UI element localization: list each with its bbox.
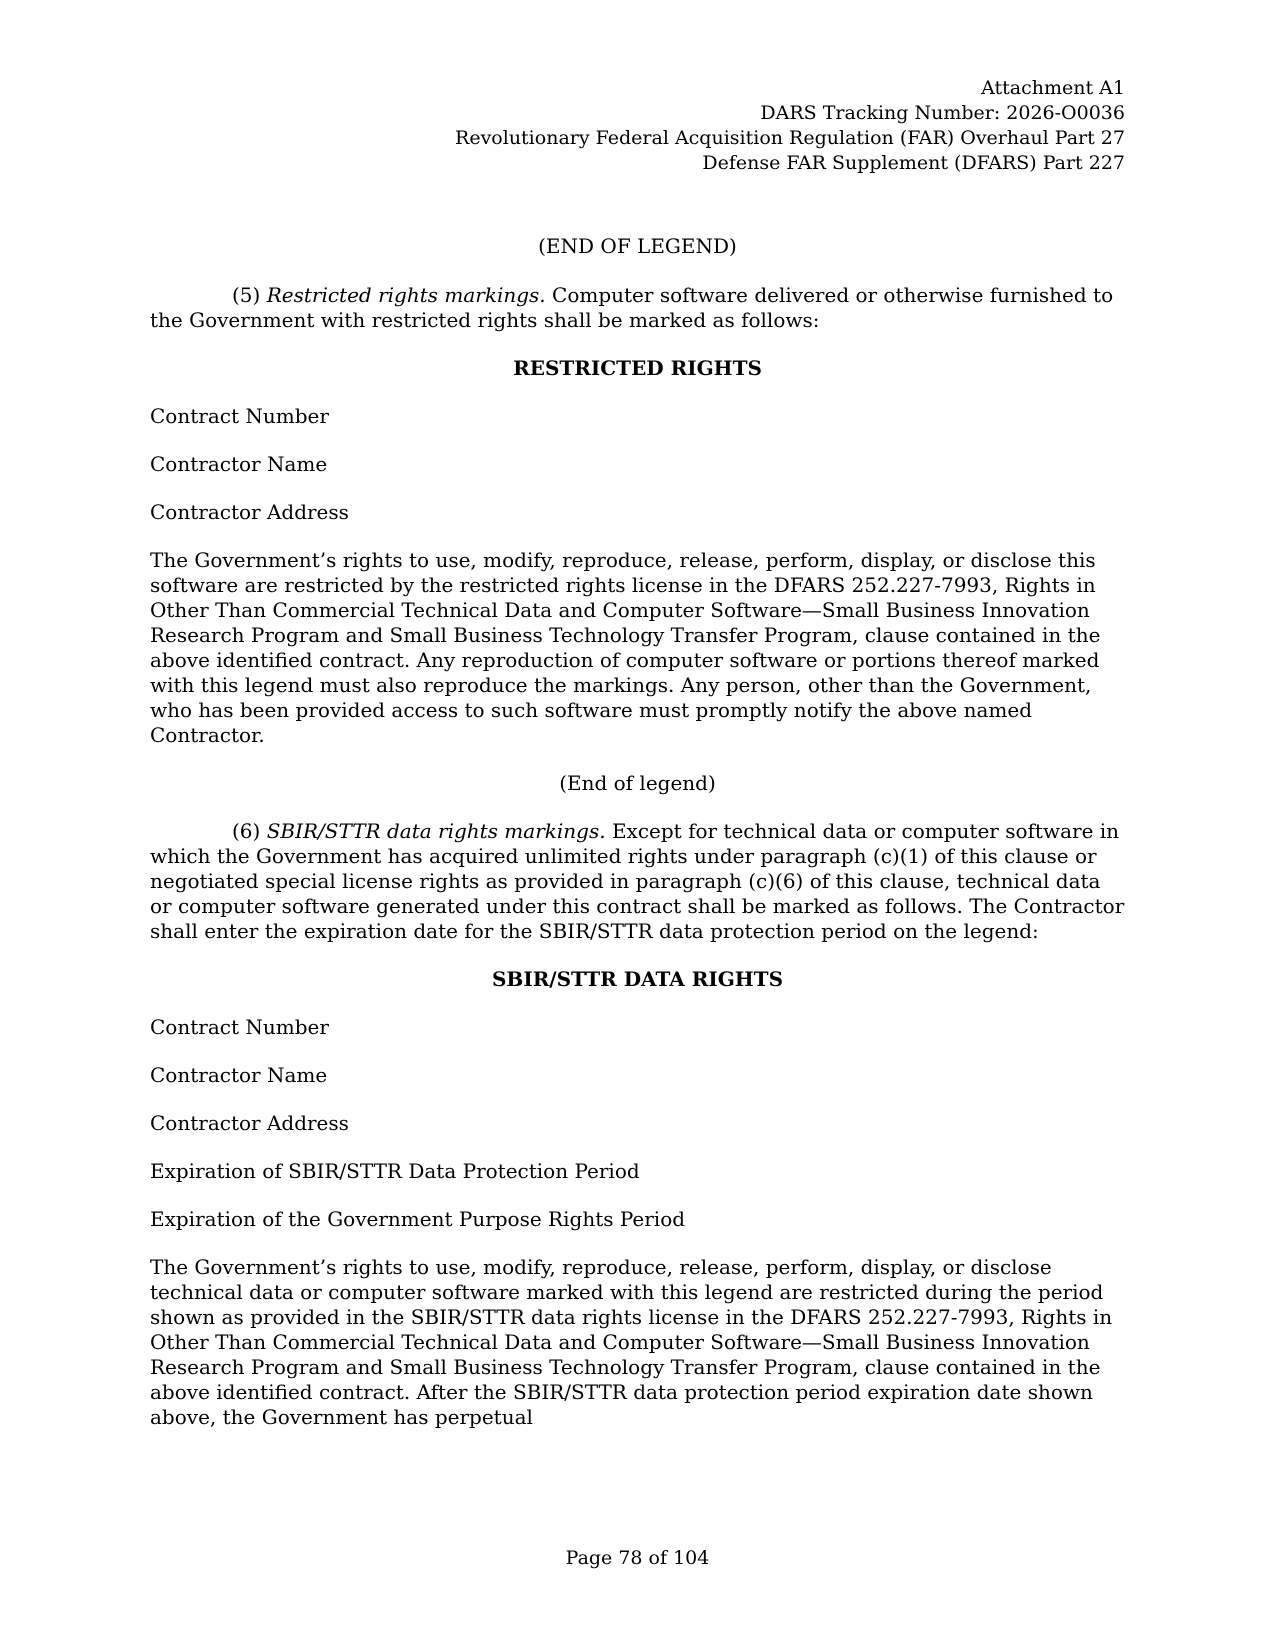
page-header (225, 76, 1125, 176)
restricted-field-contractor-address: Contractor Address (150, 500, 349, 524)
sbir-field-contractor-name: Contractor Name (150, 1063, 328, 1087)
section-6-title: SBIR/STTR data rights markings. (266, 819, 606, 843)
section-6-number: (6) (232, 819, 261, 843)
sbir-field-contract-number: Contract Number (150, 1015, 329, 1039)
restricted-field-contract-number: Contract Number (150, 404, 329, 428)
page-number: Page 78 of 104 (565, 1547, 710, 1569)
sbir-sttr-legend-text: The Government’s rights to use, modify, reproduce, release, perform, display, or disclose technical data or computer software marked with this legend are restricted during the period shown as provided in the SBIR/STTR data rights license in the DFARS 252.227-7993, Rights in Other Than Commercial Technical Data and Computer Software—Small Business Innovation Research Program and Small Business Technology Transfer Program, clause contained in the above identified contract. After the SBIR/STTR data protection period expiration date shown above, the Government has perpetual (150, 1255, 1113, 1429)
section-5-number: (5) (232, 283, 261, 307)
sbir-field-gpr-expiration: Expiration of the Government Purpose Rights Period (150, 1207, 686, 1231)
restricted-rights-heading: RESTRICTED RIGHTS (513, 356, 762, 380)
sbir-field-contractor-address: Contractor Address (150, 1111, 349, 1135)
sbir-field-protection-expiration: Expiration of SBIR/STTR Data Protection Period (150, 1159, 640, 1183)
page-footer (0, 1546, 1275, 1571)
section-5-text: Computer software delivered or otherwise furnished to the Government with restricted rights shall be marked as follows: (150, 283, 1114, 332)
end-of-legend-caps: (END OF LEGEND) (538, 234, 737, 258)
header-dfars-part: Defense FAR Supplement (DFARS) Part 227 (702, 152, 1125, 174)
restricted-field-contractor-name: Contractor Name (150, 452, 328, 476)
header-tracking-number: DARS Tracking Number: 2026-O0036 (760, 102, 1125, 124)
section-5-title: Restricted rights markings. (266, 283, 546, 307)
sbir-sttr-heading: SBIR/STTR DATA RIGHTS (491, 967, 784, 991)
header-far-part: Revolutionary Federal Acquisition Regulation (FAR) Overhaul Part 27 (455, 127, 1125, 149)
section-6-paragraph (150, 819, 1125, 944)
section-6-text: Except for technical data or computer software in which the Government has acquired unlimited rights under paragraph (c)(1) of this clause or negotiated special license rights as provided in paragraph (c)(6) of this clause, technical data or computer software generated under this contract shall be marked as follows. The Contractor shall enter the expiration date for the SBIR/STTR data protection period on the legend: (150, 819, 1125, 943)
restricted-rights-legend-text: The Government’s rights to use, modify, reproduce, release, perform, display, or disclose this software are restricted by the restricted rights license in the DFARS 252.227-7993, Rights in Other Than Commercial Technical Data and Computer Software—Small Business Innovation Research Program and Small Business Technology Transfer Program, clause contained in the above identified contract. Any reproduction of computer software or portions thereof marked with this legend must also reproduce the markings. Any person, other than the Government, who has been provided access to such software must promptly notify the above named Contractor. (150, 548, 1101, 747)
section-5-paragraph (150, 283, 1125, 333)
restricted-end-of-legend: (End of legend) (559, 771, 716, 795)
header-attachment: Attachment A1 (981, 77, 1125, 99)
document-body (150, 234, 1125, 1453)
